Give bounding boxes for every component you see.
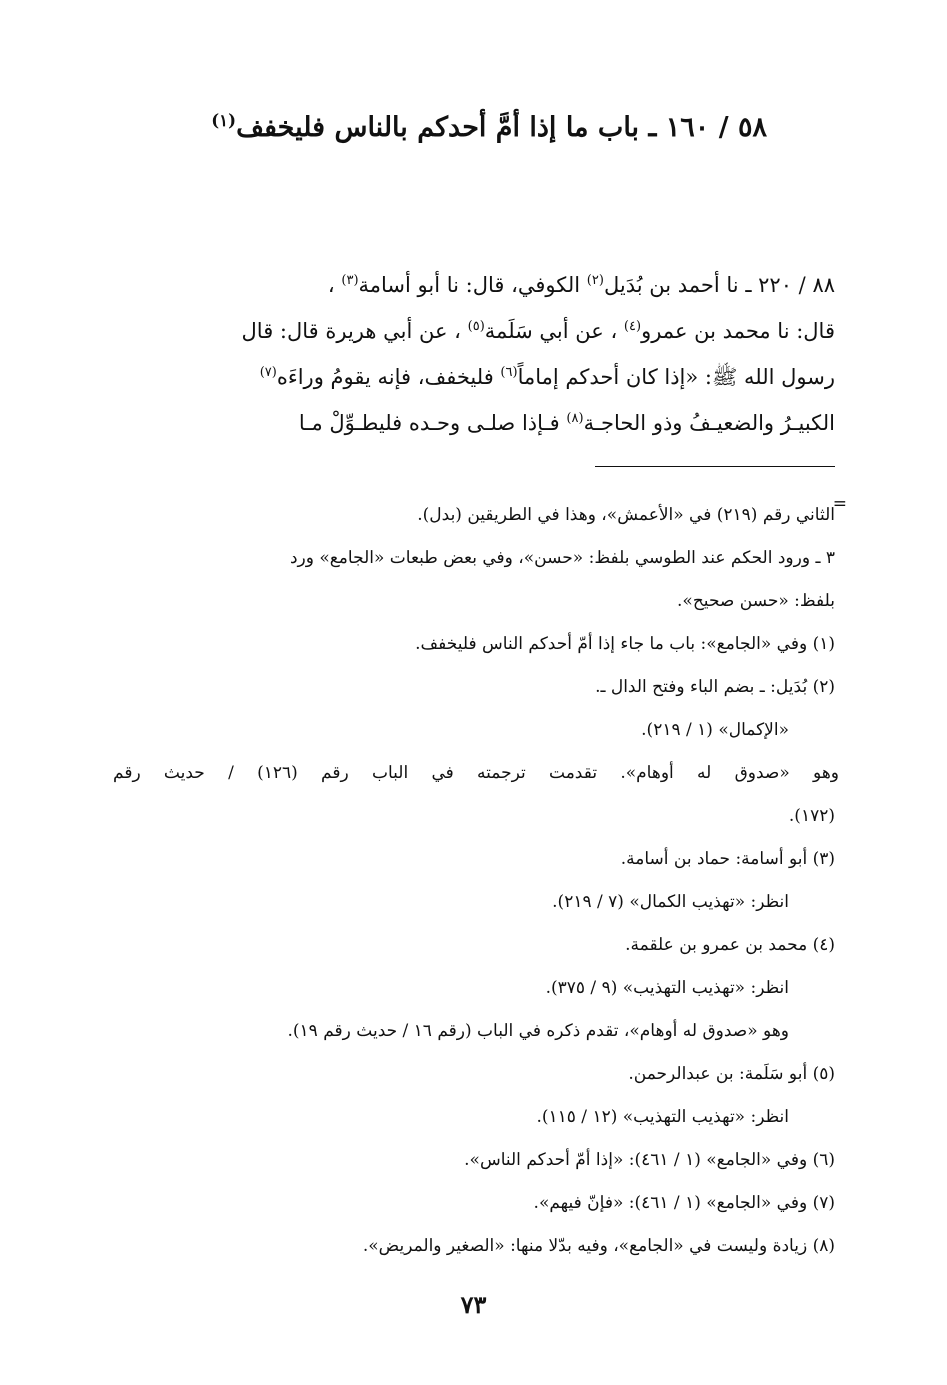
footnote-line: «الإكمال» (١ / ٢١٩). bbox=[641, 720, 789, 740]
footnote-marker: (٥) bbox=[467, 319, 485, 334]
footnote-line: (١٧٢). bbox=[788, 806, 835, 826]
chapter-title-text: ٥٨ / ١٦٠ ـ باب ما إذا أمَّ أحدكم بالناس فليخفف bbox=[236, 112, 767, 143]
footnote-marker: (٨) bbox=[566, 411, 584, 426]
hadith-line: رسول الله ﷺ: «إذا كان أحدكم إماماً$^{(٦)}$ فليخفف، فإنه يقومُ وراءَه$^{(٧)}$ bbox=[259, 365, 835, 389]
footnote-line: (٥) أبو سَلَمة: بن عبدالرحمن. bbox=[628, 1064, 835, 1084]
hadith-line: الكبيـرُ والضعيـفُ وذو الحاجـة$^{(٨)}$ فـإذا صلـى وحـده فليطـوِّلْ مـا bbox=[298, 411, 835, 435]
hadith-line: قال: نا محمد بن عمرو$^{(٤)}$ ، عن أبي سَلَمة$^{(٥)}$ ، عن أبي هريرة قال: قال bbox=[241, 319, 835, 343]
footnote-line: انظر: «تهذيب التهذيب» (١٢ / ١١٥). bbox=[536, 1107, 789, 1127]
footnote-marker: (٢) bbox=[586, 273, 604, 288]
footnote-line: ٣ ـ ورود الحكم عند الطوسي بلفظ: «حسن»، وفي بعض طبعات «الجامع» ورد bbox=[289, 548, 835, 568]
footnote-separator bbox=[595, 466, 835, 467]
hadith-text bbox=[113, 262, 835, 446]
footnote-line: وهو «صدوق له أوهام». تقدمت ترجمته في الباب رقم (١٢٦) / حديث رقم bbox=[113, 763, 839, 783]
continuation-mark: = bbox=[832, 494, 847, 514]
page-number: ٧٣ bbox=[460, 1290, 487, 1319]
footnote-line: (١) وفي «الجامع»: باب ما جاء إذا أمّ أحدكم الناس فليخفف. bbox=[415, 634, 835, 654]
footnotes bbox=[113, 494, 847, 1268]
footnote-line: (٢) بُدَيل: ـ بضم الباء وفتح الدال ـ. bbox=[595, 677, 835, 697]
footnote-marker: (٧) bbox=[259, 365, 277, 380]
footnote-line: (٧) وفي «الجامع» (١ / ٤٦١): «فإنّ فيهم». bbox=[533, 1193, 835, 1213]
footnote-line: وهو «صدوق له أوهام»، تقدم ذكره في الباب (رقم ١٦ / حديث رقم ١٩). bbox=[287, 1021, 789, 1041]
footnote-line: (٤) محمد بن عمرو بن علقمة. bbox=[625, 935, 835, 955]
hadith-line: ٨٨ / ٢٢٠ ـ نا أحمد بن بُدَيل$^{(٢)}$ الكوفي، قال: نا أبو أسامة$^{(٣)}$ ، bbox=[327, 273, 835, 297]
footnote-line: (٦) وفي «الجامع» (١ / ٤٦١): «إذا أمّ أحدكم الناس». bbox=[464, 1150, 835, 1170]
footnote-line: انظر: «تهذيب الكمال» (٧ / ٢١٩). bbox=[552, 892, 789, 912]
footnote-marker: (٣) bbox=[341, 273, 359, 288]
footnote-marker: (٤) bbox=[623, 319, 642, 334]
footnote-line: انظر: «تهذيب التهذيب» (٩ / ٣٧٥). bbox=[545, 978, 789, 998]
chapter-title bbox=[127, 112, 767, 143]
footnote-line: (٨) زيادة وليست في «الجامع»، وفيه بدّلا منها: «الصغير والمريض». bbox=[362, 1236, 835, 1256]
footnote-line: بلفظ: «حسن صحيح». bbox=[677, 591, 835, 611]
footnote-line: (٣) أبو أسامة: حماد بن أسامة. bbox=[620, 849, 835, 869]
footnote-line: الثاني رقم (٢١٩) في «الأعمش»، وهذا في الطريقين (بدل). bbox=[417, 505, 835, 525]
footnote-marker: (١) bbox=[211, 110, 237, 130]
footnote-marker: (٦) bbox=[500, 365, 518, 380]
